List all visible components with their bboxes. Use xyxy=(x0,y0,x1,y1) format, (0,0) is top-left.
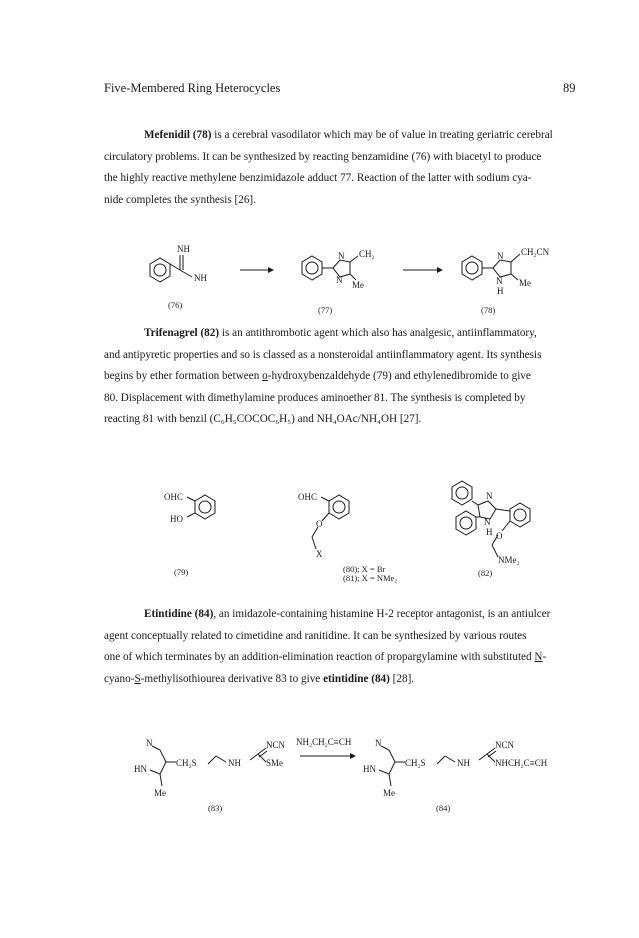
page-number: 89 xyxy=(563,81,576,95)
label-h: H xyxy=(497,286,504,296)
label-ch2s: CH₂S xyxy=(176,758,197,768)
text-line xyxy=(104,669,576,691)
text-span: - xyxy=(542,651,547,663)
label-ohc: OHC xyxy=(298,492,318,502)
text-line: agent conceptually related to cimetidine and ranitidine. It can be synthesized by various routes xyxy=(104,629,527,642)
text-line: the highly reactive methylene benzimidazole adduct 77. Reaction of the latter with sodium cya- xyxy=(104,172,532,184)
ortho-prefix: o xyxy=(262,370,268,382)
compound-label-82: (82) xyxy=(478,568,493,578)
paragraph-etintidine xyxy=(104,604,576,690)
arrow-head xyxy=(268,267,274,273)
label-nh2: NH xyxy=(194,273,207,283)
text-span: is an antithrombotic agent which also has analgesic, antiinflammatory, xyxy=(219,327,537,339)
label-o: O xyxy=(496,531,503,541)
compound-name: Trifenagrel (82) xyxy=(144,327,220,339)
label-ho: HO xyxy=(170,514,183,524)
text-span: -methylisothiourea derivative 83 to give xyxy=(140,672,324,685)
label-hn: HN xyxy=(134,764,147,774)
compound-label-83: (83) xyxy=(208,803,223,813)
label-nme2: NMe₂ xyxy=(498,555,520,565)
compound-name: Mefenidil (78) xyxy=(144,129,212,141)
text-span: , an imidazole-containing histamine H-2 receptor antagonist, is an antiulcer xyxy=(213,608,551,620)
structure-84 xyxy=(379,746,496,786)
reaction-scheme-trifenagrel xyxy=(0,475,639,585)
label-n: N xyxy=(336,275,343,285)
compound-label-79: (79) xyxy=(174,567,189,577)
text-line: and antipyretic properties and so is classed as a nonsteroidal antiinflammatory agent. Its synthesis xyxy=(104,348,542,361)
label-ncn: NCN xyxy=(266,740,286,750)
text-span: cyano- xyxy=(104,672,135,685)
compound-name: etintidine (84) xyxy=(323,672,390,685)
arrow-head xyxy=(350,753,356,759)
text-line xyxy=(104,125,576,147)
text-line xyxy=(104,323,576,345)
label-me: Me xyxy=(519,278,531,288)
label-me: Me xyxy=(154,788,166,798)
text-line xyxy=(104,647,576,669)
label-x: X xyxy=(316,549,323,559)
label-ncn: NCN xyxy=(495,740,515,750)
label-ch2: CH₂ xyxy=(359,249,375,259)
label-n: N xyxy=(484,517,491,527)
text-span: begins by ether formation between xyxy=(104,370,263,382)
label-ch2cn: CH₂CN xyxy=(521,247,550,257)
compound-label-84: (84) xyxy=(436,803,451,813)
structure-78 xyxy=(462,254,520,280)
structure-77 xyxy=(302,256,358,280)
reaction-scheme-etintidine xyxy=(0,720,639,820)
paragraph-mefenidil xyxy=(104,125,576,211)
structure-76 xyxy=(150,255,192,282)
label-sme: SMe xyxy=(266,758,284,768)
text-line: reacting 81 with benzil (C₆H₅COCOC₆H₅) and NH₄OAc/NH₄OH [27]. xyxy=(104,413,422,425)
s-prefix: S xyxy=(134,672,141,685)
compound-label-81: (81); X = NMe₂ xyxy=(343,573,398,583)
reaction-scheme-mefenidil xyxy=(0,230,639,325)
arrow-head xyxy=(437,267,443,273)
label-ch2s: CH₂S xyxy=(405,758,426,768)
label-n: N xyxy=(497,251,504,261)
text-span: is a cerebral vasodilator which may be of value in treating geriatric cerebral xyxy=(211,129,553,141)
label-nh: NH xyxy=(457,758,470,768)
compound-name: Etintidine (84) xyxy=(144,608,214,620)
text-line: 80. Displacement with dimethylamine produces aminoether 81. The synthesis is completed by xyxy=(104,391,526,404)
label-ohc: OHC xyxy=(164,492,184,502)
label-n: N xyxy=(486,491,493,501)
text-line xyxy=(104,366,576,388)
label-n: N xyxy=(496,276,503,286)
text-line: nide completes the synthesis [26]. xyxy=(104,193,256,206)
label-h: H xyxy=(486,527,493,537)
text-line: circulatory problems. It can be synthesized by reacting benzamidine (76) with biacetyl to produce xyxy=(104,150,542,163)
label-hn: HN xyxy=(363,764,376,774)
label-me: Me xyxy=(352,280,364,290)
label-nh: NH xyxy=(177,244,190,254)
running-header: Five-Membered Ring Heterocycles xyxy=(104,81,281,95)
compound-label-76: (76) xyxy=(168,300,183,310)
n-prefix: N xyxy=(534,651,543,663)
structure-83 xyxy=(150,746,267,786)
label-n: N xyxy=(338,251,345,261)
text-span: -hydroxybenzaldehyde (79) and ethylenedibromide to give xyxy=(267,370,531,382)
label-nh: NH xyxy=(228,758,241,768)
text-span: [28]. xyxy=(389,672,415,685)
text-span: one of which terminates by an addition-elimination reaction of propargylamine with substituted xyxy=(104,651,535,663)
text-line xyxy=(104,604,576,626)
compound-label-77: (77) xyxy=(318,305,333,315)
label-me: Me xyxy=(383,788,395,798)
compound-label-80: (80); X = Br xyxy=(343,564,386,574)
compound-label-78: (78) xyxy=(481,305,496,315)
structure-79 xyxy=(187,495,215,519)
paragraph-trifenagrel xyxy=(104,323,576,431)
reagent-label: NH₂CH₂C≡CH xyxy=(296,737,352,747)
label-n: N xyxy=(375,738,382,748)
label-o: O xyxy=(316,519,323,529)
label-n: N xyxy=(146,738,153,748)
label-nhch2: NHCH₂C≡CH xyxy=(495,758,548,768)
